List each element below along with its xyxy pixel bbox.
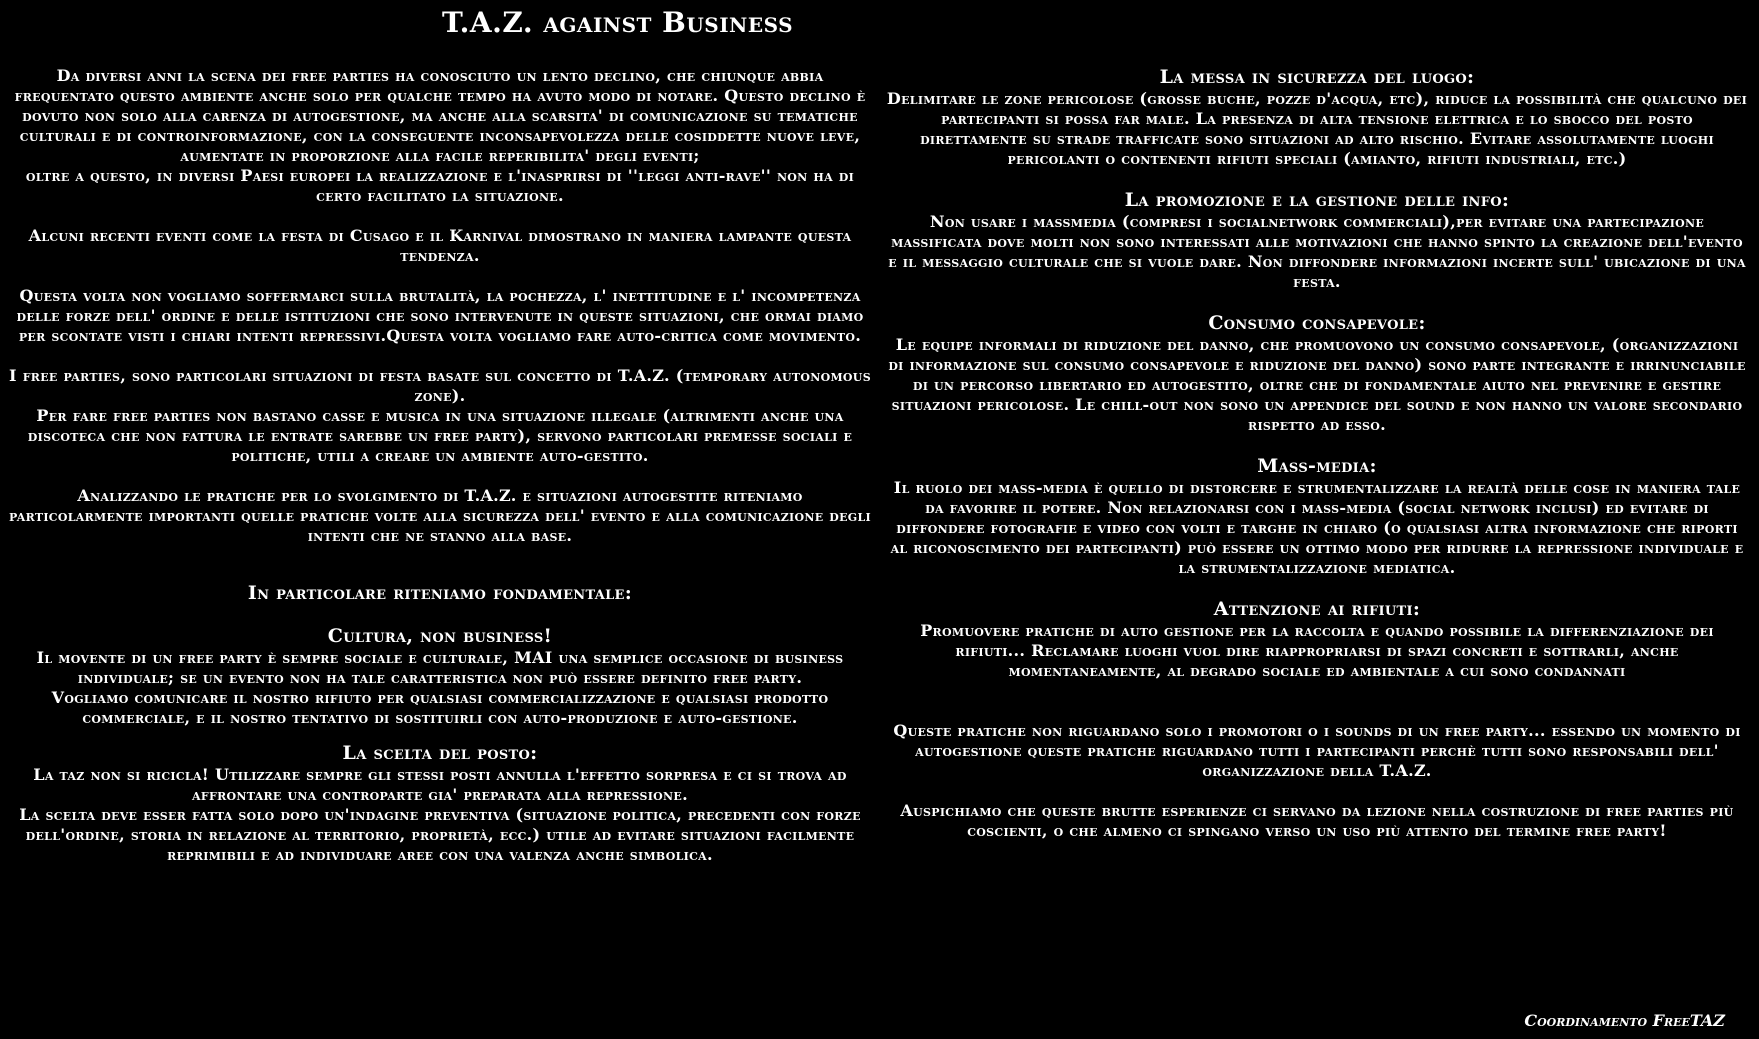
culture-text: Il movente di un free party è sempre sociale e culturale, MAI una semplice occasione di business individuale; se un evento non ha tale caratteristica non può essere definito free party. Vogliamo comunicare il nostro rifiuto per qualsiasi commercializzazione e qualsiasi prodotto commerciale, e il nostro tentativo di sostituirli con auto-produzione e auto-gestione.: [36, 648, 844, 727]
signature: Coordinamento FreeTAZ: [1524, 1011, 1725, 1030]
waste-text: Promuovere pratiche di auto gestione per la raccolta e quando possibile la differenziazione dei rifiuti... Reclamare luoghi vuol dire riappropriarsi di spazi concreti e sottrarli, anche momentaneamente, al degrado sociale ed ambientale a cui sono condannati: [920, 621, 1714, 680]
closing-paragraph-2: Auspichiamo che queste brutte esperienze ci servano da lezione nella costruzione di free parties più coscienti, o che almeno ci spingano verso un uso più attento del termine free party!: [900, 801, 1734, 840]
waste-section: [886, 598, 1748, 681]
promo-section: [886, 189, 1748, 292]
left-column: [8, 66, 872, 865]
right-column: [886, 66, 1748, 841]
intro-paragraph-2: Alcuni recenti eventi come la festa di Cusago e il Karnival dimostrano in maniera lampante questa tendenza.: [28, 226, 852, 265]
intro-paragraph-4: I free parties, sono particolari situazioni di festa basate sul concetto di T.A.Z. (temporary autonomous zone). Per fare free parties non bastano casse e musica in una situazione illegale (altrimenti anche una discoteca che non fattura le entrate sarebbe un free party), servono particolari premesse sociali e politiche, utili a creare un ambiente auto-gestito.: [9, 366, 871, 465]
consumo-section: [886, 312, 1748, 435]
consumo-heading: Consumo consapevole:: [1208, 312, 1426, 334]
promo-heading: La promozione e la gestione delle info:: [1124, 189, 1510, 211]
media-text: Il ruolo dei mass-media è quello di distorcere e strumentalizzare la realtà delle cose in maniera tale da favorire il potere. Non relazionarsi con i mass-media (social network inclusi) ed evitare di diffondere fotografie e video con volti e targhe in chiaro (o qualsiasi altra informazione che riporti al riconoscimento dei partecipanti) può essere un ottimo modo per ridurre la repressione individuale e la strumentalizzazione mediatica.: [890, 478, 1744, 577]
closing-paragraph-1: Queste pratiche non riguardano solo i promotori o i sounds di un free party... essendo un momento di autogestione queste pratiche riguardano tutti i partecipanti perchè tutti sono responsabili dell' organizzazione della T.A.Z.: [893, 721, 1741, 780]
safety-section: [886, 66, 1748, 169]
place-heading: La scelta del posto:: [342, 742, 538, 764]
page-title: T.A.Z. against Business: [441, 6, 794, 39]
promo-text: Non usare i massmedia (compresi i socialnetwork commerciali),per evitare una partecipazione massificata dove molti non sono interessati alle motivazioni che hanno spinto la creazione dell'evento e il messaggio culturale che si vuole dare. Non diffondere informazioni incerte sull' ubicazione di una festa.: [888, 212, 1746, 291]
waste-heading: Attenzione ai rifiuti:: [1213, 598, 1421, 620]
consumo-text: Le equipe informali di riduzione del danno, che promuovono un consumo consapevole, (organizzazioni di informazione sul consumo consapevole e riduzione del danno) sono parte integrante e irrinunciabile di un percorso libertario ed autogestito, oltre che di fondamentale aiuto nel prevenire e gestire situazioni pericolose. Le chill-out non sono un appendice del sound e non hanno un valore secondario rispetto ad esso.: [888, 335, 1746, 434]
intro-paragraph-3: Questa volta non vogliamo soffermarci sulla brutalità, la pochezza, l' inettitudine e l' incompetenza delle forze dell' ordine e delle istituzioni che sono intervenute in queste situazioni, che ormai diamo per scontate visti i chiari intenti repressivi.Questa volta vogliamo fare auto-critica come movimento.: [16, 286, 864, 345]
place-text: La taz non si ricicla! Utilizzare sempre gli stessi posti annulla l'effetto sorpresa e ci si trova ad affrontare una controparte gia' preparata alla repressione. La scelta deve esser fatta solo dopo un'indagine preventiva (situazione politica, precedenti con forze dell'ordine, storia in relazione al territorio, proprietà, ecc.) utile ad evitare situazioni facilmente reprimibili e ad individuare aree con una valenza anche simbolica.: [19, 765, 861, 864]
culture-section: [8, 625, 872, 728]
media-section: [886, 455, 1748, 578]
safety-text: Delimitare le zone pericolose (grosse buche, pozze d'acqua, etc), riduce la possibilità che qualcuno dei partecipanti si possa far male. La presenza di alta tensione elettrica e lo sbocco del posto direttamente su strade trafficate sono situazioni ad alto rischio. Evitare assolutamente luoghi pericolanti o contenenti rifiuti speciali (amianto, rifiuti industriali, etc.): [886, 89, 1748, 168]
media-heading: Mass-media:: [1257, 455, 1377, 477]
safety-heading: La messa in sicurezza del luogo:: [1159, 66, 1475, 88]
culture-heading: Cultura, non business!: [327, 625, 553, 647]
place-section: [8, 742, 872, 865]
fundamental-heading: In particolare riteniamo fondamentale:: [247, 582, 633, 604]
intro-paragraph-5: Analizzando le pratiche per lo svolgimento di T.A.Z. e situazioni autogestite riteniamo particolarmente importanti quelle pratiche volte alla sicurezza dell' evento e alla comunicazione degli intenti che ne stanno alla base.: [9, 486, 871, 545]
intro-paragraph-1: Da diversi anni la scena dei free parties ha conosciuto un lento declino, che chiunque abbia frequentato questo ambiente anche solo per qualche tempo ha avuto modo di notare. Questo declino è dovuto non solo alla carenza di autogestione, ma anche alla scarsita' di comunicazione su tematiche culturali e di controinformazione, con la conseguente inconsapevolezza delle cosiddette nuove leve, aumentate in proporzione alla facile reperibilita' degli eventi; oltre a questo, in diversi Paesi europei la realizzazione e l'inasprirsi di ''leggi anti-rave'' non ha di certo facilitato la situazione.: [14, 66, 866, 205]
